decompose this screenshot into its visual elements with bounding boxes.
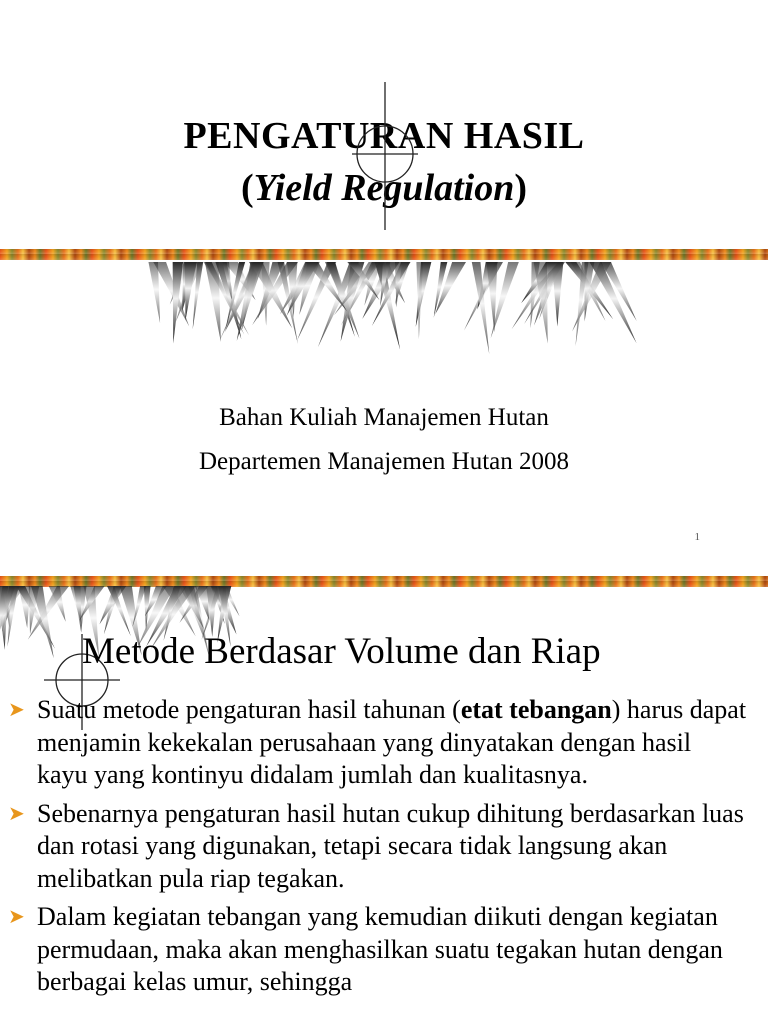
arrow-bullet-icon: ➤ (8, 802, 25, 825)
author-line-2: Departemen Manajemen Hutan 2008 (198, 448, 569, 475)
list-item: ➤ Dalam kegiatan tebangan yang kemudian diikuti dengan kegiatan permudaan, maka akan menghasilkan suatu tegakan hutan dengan berbagai kelas umur, sehingga (8, 902, 723, 996)
slide-1-title: PENGATURAN HASIL (183, 115, 585, 157)
list-item: ➤ Suatu metode pengaturan hasil tahunan (etat tebangan) harus dapat menjamin kekekalan perusahaan yang dinyatakan dengan hasil kayu yang kontinyu didalam jumlah dan kualitasnya. (8, 695, 747, 789)
arrow-bullet-icon: ➤ (8, 699, 25, 721)
slide-1-subtitle: (Yield Regulation) (240, 167, 528, 209)
decorative-band (0, 249, 768, 260)
bullet-list (8, 694, 748, 1005)
grass-fringe-decoration (150, 262, 620, 362)
slide-2-title: Metode Berdasar Volume dan Riap (82, 631, 601, 672)
arrow-bullet-icon: ➤ (8, 906, 25, 928)
page-number: 1 (694, 531, 700, 543)
slide-2 (0, 576, 768, 1024)
crosshair-icon (350, 82, 420, 232)
list-item: ➤ Sebenarnya pengaturan hasil hutan cukup dihitung berdasarkan luas dan rotasi yang digunakan, tetapi secara tidak langsung akan melibatkan pula riap tegakan. (8, 798, 744, 893)
author-line-1: Bahan Kuliah Manajemen Hutan (219, 404, 549, 431)
